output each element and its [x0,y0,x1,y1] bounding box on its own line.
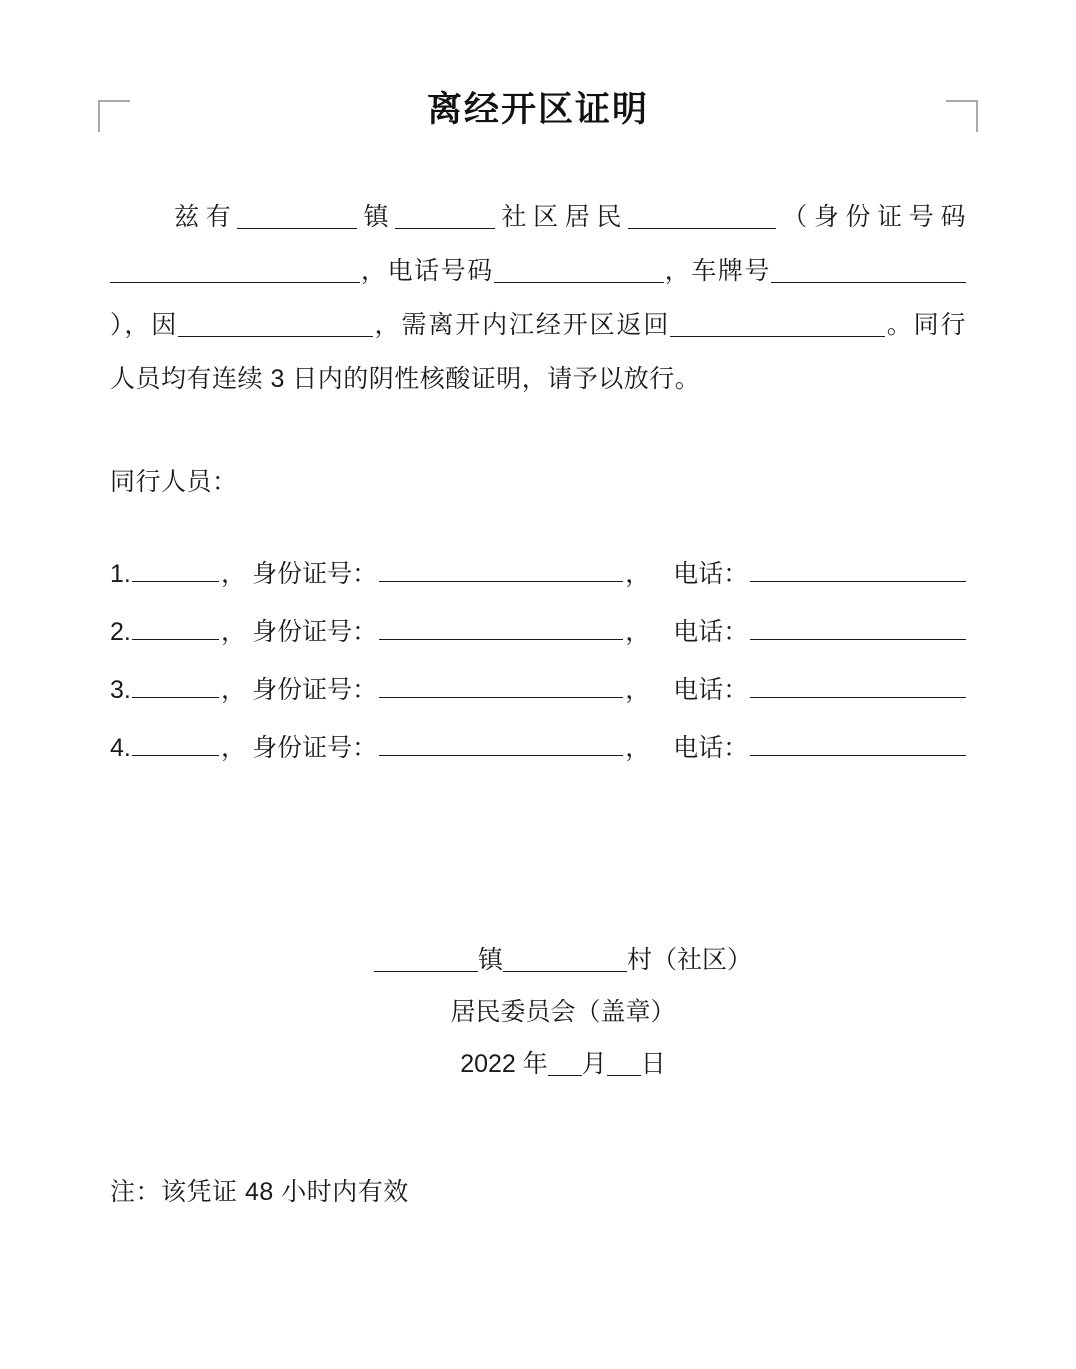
paragraph-segment-4: （身份证号码 [776,203,966,231]
row-comma-2: ， [625,734,651,762]
blank-resident-name-field[interactable] [628,202,776,229]
signature-town-field[interactable] [374,947,478,972]
companion-name-field[interactable] [132,557,219,582]
blank-community-field[interactable] [395,202,495,229]
companion-name-field[interactable] [132,615,219,640]
companion-name-field[interactable] [132,673,219,698]
paragraph-segment-2: 镇 [357,203,396,231]
companion-tel-label: 电话： [673,560,749,588]
list-item [110,612,966,648]
blank-phone-field[interactable] [494,256,664,283]
paragraph-segment-7: ），因 [110,311,179,339]
row-comma-1: ， [221,560,247,588]
paragraph-segment-9: 。同行人员均有连续 3 日内的阴性核酸证明，请予以放行。 [110,311,966,393]
list-item [110,728,966,764]
blank-reason-field[interactable] [178,310,373,337]
row-comma-2: ， [625,618,651,646]
signature-block [0,934,1076,1090]
companion-id-label: 身份证号： [252,560,378,588]
blank-destination-field[interactable] [670,310,885,337]
companion-id-label: 身份证号： [252,676,378,704]
row-comma-1: ， [221,676,247,704]
signature-line-2: 居民委员会（盖章） [450,998,676,1026]
companion-tel-field[interactable] [750,731,966,756]
companions-label: 同行人员： [110,468,238,496]
companion-tel-label: 电话： [673,618,749,646]
row-number: 3. [110,676,131,704]
companion-tel-field[interactable] [750,615,966,640]
signature-town-label: 镇 [477,946,503,974]
date-month-field[interactable] [548,1053,582,1076]
companion-id-label: 身份证号： [252,734,378,762]
page-title: 离经开区证明 [426,90,649,129]
signature-line-1 [50,934,1076,986]
signature-date-line [50,1038,1076,1090]
companions-list [110,554,966,764]
main-paragraph [110,190,966,406]
paragraph-segment-1: 兹有 [168,203,238,231]
companion-id-label: 身份证号： [252,618,378,646]
list-item [110,554,966,590]
companion-name-field[interactable] [132,731,219,756]
blank-id-number-field[interactable] [110,256,360,283]
paragraph-segment-8: ，需离开内江经开区返回 [373,311,671,339]
row-comma-1: ， [221,618,247,646]
row-comma-2: ， [625,560,651,588]
date-month-label: 月 [581,1050,607,1078]
blank-plate-number-field[interactable] [771,256,966,283]
row-number: 1. [110,560,131,588]
crop-mark-top-right-icon [946,100,978,132]
signature-village-label: 村（社区） [627,946,753,974]
companion-tel-label: 电话： [673,734,749,762]
row-number: 2. [110,618,131,646]
blank-town-field[interactable] [237,202,357,229]
companion-id-field[interactable] [379,557,623,582]
crop-mark-top-left-icon [98,100,130,132]
companion-id-field[interactable] [379,731,623,756]
date-day-field[interactable] [607,1053,641,1076]
companion-tel-label: 电话： [673,676,749,704]
row-comma-1: ， [221,734,247,762]
row-number: 4. [110,734,131,762]
companion-id-field[interactable] [379,673,623,698]
list-item [110,670,966,706]
companion-tel-field[interactable] [750,557,966,582]
document-page [0,62,1076,1369]
signature-village-field[interactable] [503,947,627,972]
paragraph-segment-5: ，电话号码 [360,257,494,285]
paragraph-segment-6: ，车牌号 [663,257,771,285]
companion-id-field[interactable] [379,615,623,640]
validity-note: 注：该凭证 48 小时内有效 [110,1178,409,1206]
row-comma-2: ， [625,676,651,704]
date-year-label: 2022 年 [460,1050,548,1078]
companion-tel-field[interactable] [750,673,966,698]
paragraph-segment-3: 社区居民 [495,203,629,231]
date-day-label: 日 [640,1050,666,1078]
